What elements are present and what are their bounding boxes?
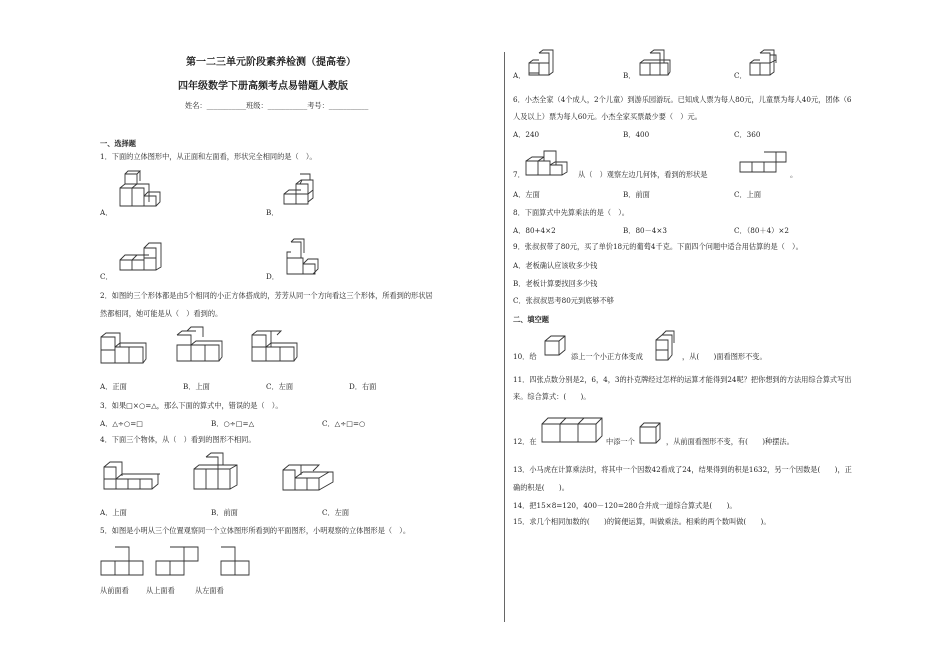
q1-option-b[interactable]: B． (266, 208, 279, 217)
q3-option-b[interactable]: B．○÷□=△ (211, 419, 255, 428)
q2-option-c[interactable]: C．左面 (266, 382, 294, 391)
q4-stem: 4．下面三个物体，从（ ）看到的图形不相同。 (100, 435, 256, 444)
q4-option-b[interactable]: B．前面 (211, 508, 238, 517)
q7-solid-figure (524, 149, 576, 179)
q9-stem: 9．张叔叔带了80元，买了单价18元的葡萄4千克。下面四个问题中适合用估算的是（ ）。 (513, 242, 803, 251)
q7-end: 。 (790, 170, 798, 179)
q2-shape-3 (250, 325, 308, 365)
q9-option-c[interactable]: C．张叔叔思考80元到底够不够 (513, 296, 614, 305)
q11-line2: 来。综合算式：( )。 (513, 392, 591, 401)
q6-stem-line2: 人及以上）票为每人60元。小杰全家买票最少要（ ）元。 (513, 112, 702, 121)
q3-option-a[interactable]: A．△÷○=□ (100, 419, 144, 428)
q10-number: 10．给 (513, 352, 537, 361)
q2-stem-line1: 2．如图的三个形体都是由5个相同的小正方体搭成的，芳芳从同一个方向看这三个形体，所看到的形状居 (100, 291, 433, 300)
q2-stem-line2: 然都相同，她可能是从（ ）看到的。 (100, 309, 223, 318)
q6-stem-line1: 6．小杰全家（4个成人，2个儿童）到游乐园游玩。已知成人票为每人80元，儿童票为每人40元，团体（6 (513, 95, 852, 104)
q5-option-a[interactable]: A． (513, 71, 526, 80)
q8-option-b[interactable]: B．80－4×3 (623, 226, 667, 235)
section-heading-fill: 二、填空题 (513, 315, 549, 324)
q2-option-b[interactable]: B．上面 (183, 382, 210, 391)
q4-option-c[interactable]: C．左面 (322, 508, 350, 517)
q5-left-view (219, 545, 251, 577)
q1-option-b-cube-figure (282, 172, 324, 212)
q5-front-view (99, 545, 145, 577)
q1-option-c-cube-figure (118, 234, 160, 278)
q14-stem: 14．把15×8=120，400－120=280合并成一道综合算式是( )。 (513, 501, 737, 510)
q3-option-c[interactable]: C．△÷□=○ (322, 419, 366, 428)
q4-object-3 (281, 456, 339, 492)
q15-stem: 15．求几个相同加数的( )的简便运算，叫做乘法。相乘的两个数叫做( )。 (513, 517, 771, 526)
page-title: 第一二三单元阶段素养检测（提高卷） (186, 57, 356, 68)
q3-stem: 3．如果□×○=△，那么下面的算式中，错误的是（ ）。 (100, 401, 283, 410)
q4-object-1 (102, 451, 160, 493)
q7-option-a[interactable]: A．左面 (513, 190, 540, 199)
q5-label-left: 从左面看 (195, 586, 224, 595)
q6-option-b[interactable]: B．400 (623, 130, 650, 139)
q7-option-c[interactable]: C．上面 (734, 190, 762, 199)
student-info-line: 姓名：___________班级：___________考号：___________ (185, 101, 369, 110)
q1-option-d-cube-figure (285, 238, 325, 278)
q5-label-front: 从前面看 (100, 586, 129, 595)
q7-view-figure (738, 152, 786, 174)
q1-option-a-cube-figure (118, 168, 160, 208)
q4-object-2 (192, 449, 250, 493)
q2-shape-1 (99, 327, 155, 367)
q8-option-c[interactable]: C．（80＋4）×2 (734, 226, 789, 235)
q8-option-a[interactable]: A．80+4×2 (513, 226, 556, 235)
q8-stem: 8．下面算式中先算乘法的是（ ）。 (513, 208, 629, 217)
q2-shape-2 (175, 325, 231, 365)
q1-option-a[interactable]: A． (100, 208, 113, 217)
page-subtitle: 四年级数学下册高频考点易错题人教版 (178, 81, 348, 92)
q9-option-a[interactable]: A．老板确认应该收多少钱 (513, 261, 598, 270)
q13-line2: 确的积是( )。 (513, 483, 569, 492)
q11-line1: 11．四张点数分别是2，6，4，3的扑克牌经过怎样的运算才能得到24呢？把你想到的方法用综合算式写出 (513, 375, 852, 384)
q9-option-b[interactable]: B．老板计算要找回多少钱 (513, 279, 598, 288)
q5-option-a-figure (527, 49, 559, 79)
q13-line1: 13．小马虎在计算乘法时，将其中一个因数42看成了24，结果得到的积是1632，另一个因数是( )，正 (513, 465, 852, 474)
q4-option-a[interactable]: A．上面 (100, 508, 127, 517)
q1-stem: 1．下面的立体图形中，从正面和左面看，形状完全相同的是（ ）。 (100, 152, 317, 161)
q6-option-c[interactable]: C．360 (734, 130, 761, 139)
q10-result-figure (654, 330, 678, 362)
q5-stem: 5．如图是小明从三个位置观察同一个立体图形所看到的平面图形，小明观察的立体图形是（ ）。 (100, 526, 411, 535)
q5-option-c[interactable]: C． (734, 71, 747, 80)
q5-top-view (154, 545, 200, 577)
q12-number: 12．在 (513, 437, 537, 446)
q7-number: 7． (513, 170, 525, 179)
q10-stem: 添上一个小正方体变成 (571, 352, 643, 361)
section-heading-choice: 一、选择题 (100, 139, 136, 148)
q10-given-figure (543, 333, 569, 359)
q12-base-figure (540, 414, 604, 444)
q5-option-b[interactable]: B． (623, 71, 636, 80)
q10-end: ，从( )面看图形不变。 (682, 352, 767, 361)
q2-option-a[interactable]: A．正面 (100, 382, 127, 391)
column-divider (504, 52, 505, 622)
q1-option-c[interactable]: C． (100, 272, 113, 281)
q12-cube-figure (638, 421, 664, 445)
q1-option-d[interactable]: D． (266, 272, 279, 281)
q12-end: ，从前面看图形不变，有( )种摆法。 (666, 437, 794, 446)
q5-option-c-figure (748, 49, 780, 79)
q5-label-top: 从上面看 (146, 586, 175, 595)
q5-option-b-figure (638, 49, 672, 79)
q7-option-b[interactable]: B．前面 (623, 190, 650, 199)
q12-mid: 中添一个 (606, 437, 635, 446)
q2-option-d[interactable]: D．右面 (349, 382, 377, 391)
q6-option-a[interactable]: A．240 (513, 130, 540, 139)
q7-stem: 从（ ）观察左边几何体，看到的形状是 (578, 170, 708, 179)
